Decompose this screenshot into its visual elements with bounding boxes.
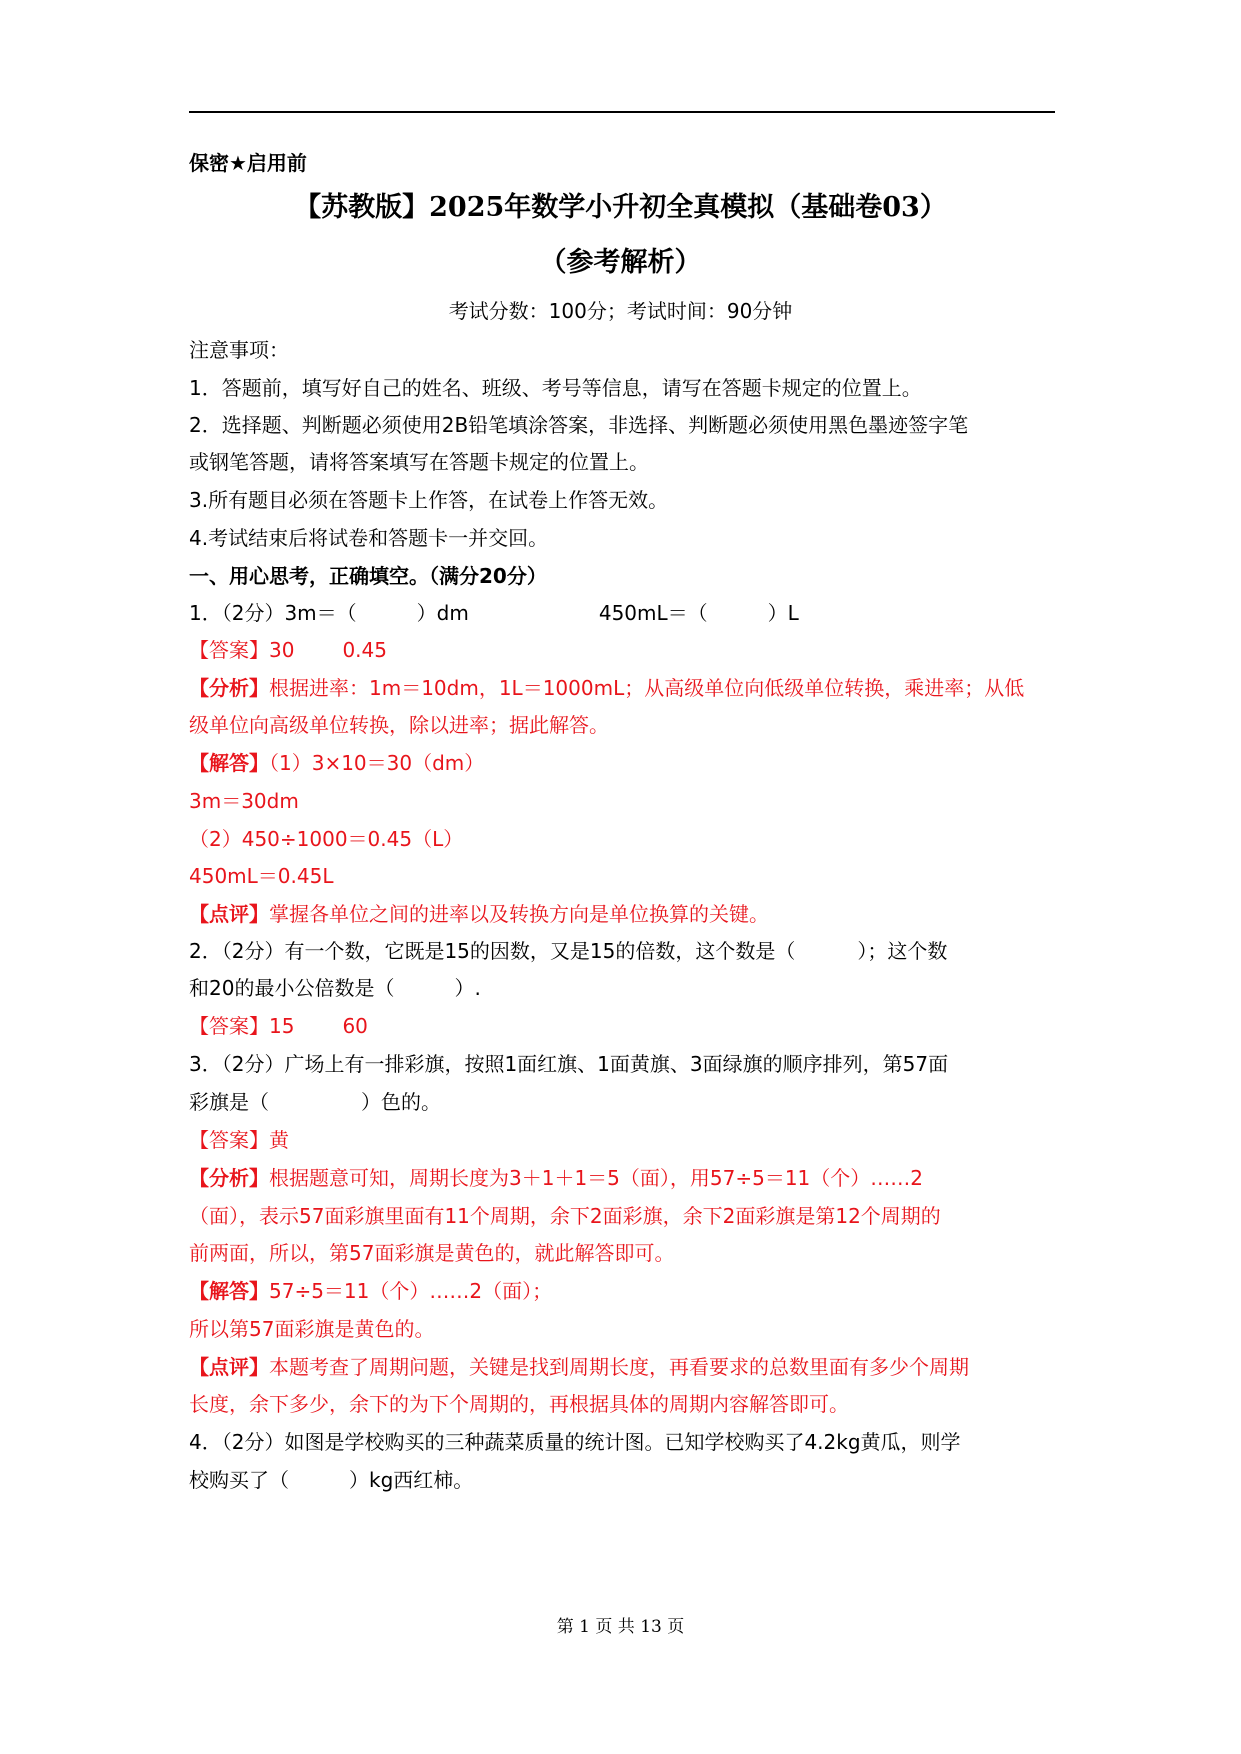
q3-stem-part: ）色的。 [361,1090,441,1114]
answer-value: 15 [269,1014,295,1038]
q1-stem-part: 1．（2分）3m＝（ [189,601,357,625]
analysis-text: 根据进率：1m＝10dm，1L＝1000mL；从高级单位向低级单位转换，乘进率；从低 [269,676,1025,700]
q1-stem-part: ）dm [416,601,469,625]
comment-text: 掌握各单位之间的进率以及转换方向是单位换算的关键。 [269,902,769,926]
answer-label: 【答案】 [189,638,269,662]
question-1-comment [189,901,769,927]
note-item: 2．选择题、判断题必须使用2B铅笔填涂答案，非选择、判断题必须使用黑色墨迹签字笔 [189,413,969,437]
solution-label: 【解答】 [189,1279,269,1303]
question-1-answer [189,637,387,663]
comment-label: 【点评】 [189,1355,269,1379]
comment-text: 本题考查了周期问题，关键是找到周期长度，再看要求的总数里面有多少个周期 [269,1355,969,1379]
question-1-solution [189,750,484,776]
q3-stem-part: 彩旗是（ [189,1090,269,1114]
exam-info: 考试分数：100分；考试时间：90分钟 [448,299,793,323]
solution-label: 【解答】 [189,751,269,775]
solution-text: （2）450÷1000＝0.45（L） [189,827,464,851]
note-item: 3.所有题目必须在答题卡上作答，在试卷上作答无效。 [189,488,669,512]
analysis-text: （面），表示57面彩旗里面有11个周期，余下2面彩旗，余下2面彩旗是第12个周期的 [189,1204,941,1228]
q4-stem-part: ）kg西红柿。 [349,1468,474,1492]
question-4-stem-2 [189,1467,473,1493]
question-1-analysis [189,675,1024,701]
question-2-answer [189,1013,368,1039]
notes-heading: 注意事项： [189,338,289,362]
q2-stem-part: 和20的最小公倍数是（ [189,976,395,1000]
q2-stem-part: 2．（2分）有一个数，它既是15的因数，又是15的倍数，这个数是（ [189,939,796,963]
header-rule [189,111,1055,113]
analysis-text: 级单位向高级单位转换，除以进率；据此解答。 [189,713,609,737]
analysis-text: 根据题意可知，周期长度为3＋1＋1＝5（面），用57÷5＝11（个）……2 [269,1166,924,1190]
question-3-stem: 3．（2分）广场上有一排彩旗，按照1面红旗、1面黄旗、3面绿旗的顺序排列，第57面 [189,1052,949,1076]
answer-value: 30 [269,638,295,662]
q1-stem-part: 450mL＝（ [598,601,708,625]
solution-text: 57÷5＝11（个）……2（面）； [269,1279,553,1303]
solution-text: （1）3×10＝30（dm） [269,751,485,775]
question-3-solution [189,1278,552,1304]
answer-value: 黄 [269,1128,289,1152]
q2-stem-part: ）；这个数 [857,939,948,963]
answer-label: 【答案】 [189,1128,269,1152]
analysis-label: 【分析】 [189,676,269,700]
solution-text: 450mL＝0.45L [189,864,334,888]
question-1-stem [189,600,799,626]
question-3-comment [189,1354,969,1380]
question-3-answer [189,1127,289,1153]
q4-stem-part: 校购买了（ [189,1468,289,1492]
q1-stem-part: ）L [767,601,799,625]
question-3-stem-2 [189,1089,441,1115]
solution-text: 3m＝30dm [189,789,299,813]
note-item: 1．答题前，填写好自己的姓名、班级、考号等信息，请写在答题卡规定的位置上。 [189,376,922,400]
page-title: 【苏教版】2025年数学小升初全真模拟（基础卷03） [294,192,947,223]
question-2-stem-2 [189,975,481,1001]
section-heading: 一、用心思考，正确填空。（满分20分） [189,564,547,588]
question-3-analysis [189,1165,923,1191]
confidential-label: 保密★启用前 [189,151,307,175]
solution-text: 所以第57面彩旗是黄色的。 [189,1317,435,1341]
question-2-stem [189,938,947,964]
answer-value: 0.45 [342,638,387,662]
q2-stem-part: ）. [454,976,481,1000]
comment-label: 【点评】 [189,902,269,926]
note-item: 4.考试结束后将试卷和答题卡一并交回。 [189,526,549,550]
note-item: 或钢笔答题，请将答案填写在答题卡规定的位置上。 [189,450,649,474]
question-4-stem: 4．（2分）如图是学校购买的三种蔬菜质量的统计图。已知学校购买了4.2kg黄瓜，则学 [189,1430,961,1454]
page-footer: 第 1 页 共 13 页 [556,1617,685,1637]
page-subtitle: （参考解析） [539,247,702,278]
analysis-label: 【分析】 [189,1166,269,1190]
answer-value: 60 [342,1014,368,1038]
comment-text: 长度，余下多少，余下的为下个周期的，再根据具体的周期内容解答即可。 [189,1392,849,1416]
answer-label: 【答案】 [189,1014,269,1038]
analysis-text: 前两面，所以，第57面彩旗是黄色的，就此解答即可。 [189,1241,675,1265]
